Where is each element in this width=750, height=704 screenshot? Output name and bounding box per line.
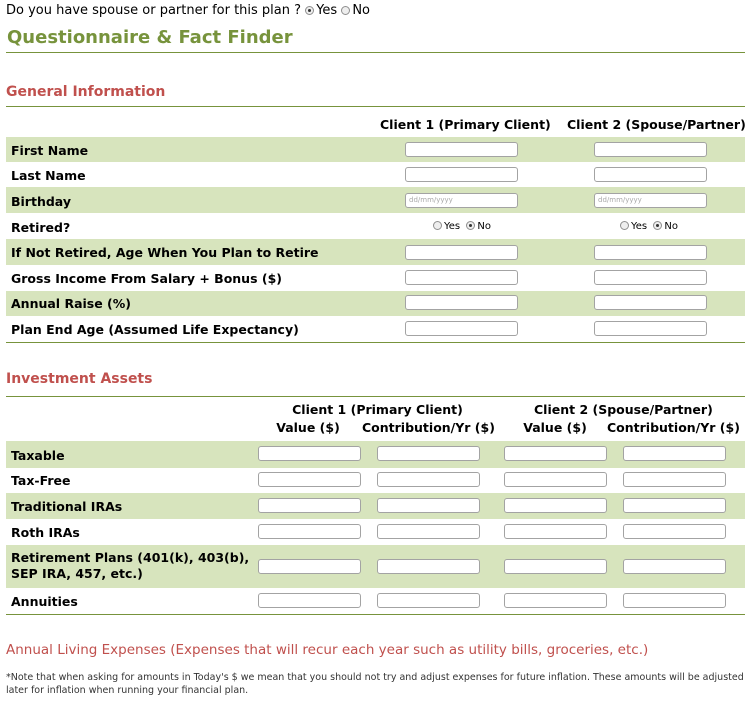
client2-retirement-plans-value-input[interactable]: [504, 559, 607, 574]
client2-retired-no-label: No: [664, 221, 678, 232]
spouse-no-label: No: [352, 3, 371, 18]
row-label: Plan End Age (Assumed Life Expectancy): [11, 322, 299, 337]
general-row-retire-age: [6, 239, 745, 265]
general-row-birthday: [6, 187, 745, 213]
client2-retired-no-radio[interactable]: [653, 221, 662, 230]
client1-traditional-iras-value-input[interactable]: [258, 498, 361, 513]
spouse-yes-label: Yes: [316, 3, 338, 18]
row-label: Annuities: [11, 594, 78, 609]
client2-retired-radio-group: [620, 221, 678, 232]
client2-retirement-plans-contribution-input[interactable]: [623, 559, 726, 574]
client2-traditional-iras-contribution-input[interactable]: [623, 498, 726, 513]
client1-annuities-value-input[interactable]: [258, 593, 361, 608]
client2-first-name-input[interactable]: [594, 142, 707, 157]
client2-annuities-value-input[interactable]: [504, 593, 607, 608]
investment-row-taxable: [6, 441, 745, 468]
inv-client2-contribution-header: Contribution/Yr ($): [607, 420, 740, 435]
client2-retire-age-input[interactable]: [594, 245, 707, 260]
general-info-bottom-divider: [6, 342, 745, 343]
client2-roth-iras-contribution-input[interactable]: [623, 524, 726, 539]
client1-taxable-contribution-input[interactable]: [377, 446, 480, 461]
general-info-divider: [6, 106, 745, 107]
row-label: If Not Retired, Age When You Plan to Retire: [11, 245, 319, 260]
investment-row-tax-free: [6, 468, 745, 493]
spouse-no-radio[interactable]: [341, 6, 350, 15]
client1-column-header: Client 1 (Primary Client): [380, 117, 551, 132]
row-label: First Name: [11, 143, 89, 158]
page-title: Questionnaire & Fact Finder: [7, 27, 293, 48]
inv-client1-header: Client 1 (Primary Client): [292, 402, 463, 417]
client1-tax-free-contribution-input[interactable]: [377, 472, 480, 487]
client2-annual-raise-input[interactable]: [594, 295, 707, 310]
client1-last-name-input[interactable]: [405, 167, 518, 182]
client2-tax-free-value-input[interactable]: [504, 472, 607, 487]
investment-bottom-divider: [6, 614, 745, 615]
client1-plan-end-age-input[interactable]: [405, 321, 518, 336]
spouse-question-text: Do you have spouse or partner for this plan ?: [6, 3, 302, 18]
inflation-note: *Note that when asking for amounts in Today's $ we mean that you should not try and adjust expenses for future inflation. These amounts will be adjusted later for inflation when running your financial plan.: [6, 672, 744, 696]
client1-retired-yes-label: Yes: [444, 221, 461, 232]
investment-divider: [6, 396, 745, 397]
general-row-last-name: [6, 162, 745, 187]
client1-roth-iras-value-input[interactable]: [258, 524, 361, 539]
client1-gross-income-input[interactable]: [405, 270, 518, 285]
row-label: Annual Raise (%): [11, 296, 132, 311]
client2-taxable-value-input[interactable]: [504, 446, 607, 461]
client2-birthday-input[interactable]: dd/mm/yyyy: [594, 193, 707, 208]
general-row-gross-income: [6, 265, 745, 291]
client1-retired-no-radio[interactable]: [466, 221, 475, 230]
spouse-question: [6, 3, 370, 18]
client2-roth-iras-value-input[interactable]: [504, 524, 607, 539]
client1-retired-no-label: No: [477, 221, 491, 232]
client2-last-name-input[interactable]: [594, 167, 707, 182]
general-row-retired: [6, 213, 745, 239]
general-row-annual-raise: [6, 291, 745, 316]
living-expenses-heading: Annual Living Expenses (Expenses that will recur each year such as utility bills, groceries, etc.): [6, 642, 649, 658]
row-label: Traditional IRAs: [11, 499, 123, 514]
client2-gross-income-input[interactable]: [594, 270, 707, 285]
row-label: Retired?: [11, 220, 71, 235]
row-label: Tax-Free: [11, 473, 71, 488]
client1-first-name-input[interactable]: [405, 142, 518, 157]
client1-taxable-value-input[interactable]: [258, 446, 361, 461]
inv-client1-value-header: Value ($): [276, 420, 340, 435]
row-label: Taxable: [11, 448, 65, 463]
client2-annuities-contribution-input[interactable]: [623, 593, 726, 608]
client1-annual-raise-input[interactable]: [405, 295, 518, 310]
inv-client2-header: Client 2 (Spouse/Partner): [534, 402, 713, 417]
client1-retired-radio-group: [433, 221, 491, 232]
client2-plan-end-age-input[interactable]: [594, 321, 707, 336]
client2-traditional-iras-value-input[interactable]: [504, 498, 607, 513]
investment-row-annuities: [6, 588, 745, 614]
client2-retired-yes-label: Yes: [631, 221, 648, 232]
general-info-heading: General Information: [6, 84, 166, 100]
general-row-plan-end-age: [6, 316, 745, 341]
client1-traditional-iras-contribution-input[interactable]: [377, 498, 480, 513]
client1-retired-yes-radio[interactable]: [433, 221, 442, 230]
client1-retirement-plans-value-input[interactable]: [258, 559, 361, 574]
client1-annuities-contribution-input[interactable]: [377, 593, 480, 608]
inv-client1-contribution-header: Contribution/Yr ($): [362, 420, 495, 435]
client1-tax-free-value-input[interactable]: [258, 472, 361, 487]
inv-client2-value-header: Value ($): [523, 420, 587, 435]
client1-retirement-plans-contribution-input[interactable]: [377, 559, 480, 574]
client2-tax-free-contribution-input[interactable]: [623, 472, 726, 487]
spouse-yes-radio[interactable]: [305, 6, 314, 15]
title-divider: [6, 52, 745, 53]
client1-roth-iras-contribution-input[interactable]: [377, 524, 480, 539]
client1-birthday-input[interactable]: dd/mm/yyyy: [405, 193, 518, 208]
investment-row-retirement-plans: [6, 545, 745, 588]
row-label: Retirement Plans (401(k), 403(b), SEP IRA, 457, etc.): [11, 550, 250, 581]
general-row-first-name: [6, 137, 745, 162]
investment-row-traditional-iras: [6, 493, 745, 519]
client1-retire-age-input[interactable]: [405, 245, 518, 260]
investment-row-roth-iras: [6, 519, 745, 545]
row-label: Birthday: [11, 194, 71, 209]
client2-retired-yes-radio[interactable]: [620, 221, 629, 230]
row-label: Roth IRAs: [11, 525, 80, 540]
client2-taxable-contribution-input[interactable]: [623, 446, 726, 461]
client2-column-header: Client 2 (Spouse/Partner): [567, 117, 746, 132]
row-label: Last Name: [11, 168, 86, 183]
row-label: Gross Income From Salary + Bonus ($): [11, 271, 282, 286]
investment-assets-heading: Investment Assets: [6, 371, 153, 387]
